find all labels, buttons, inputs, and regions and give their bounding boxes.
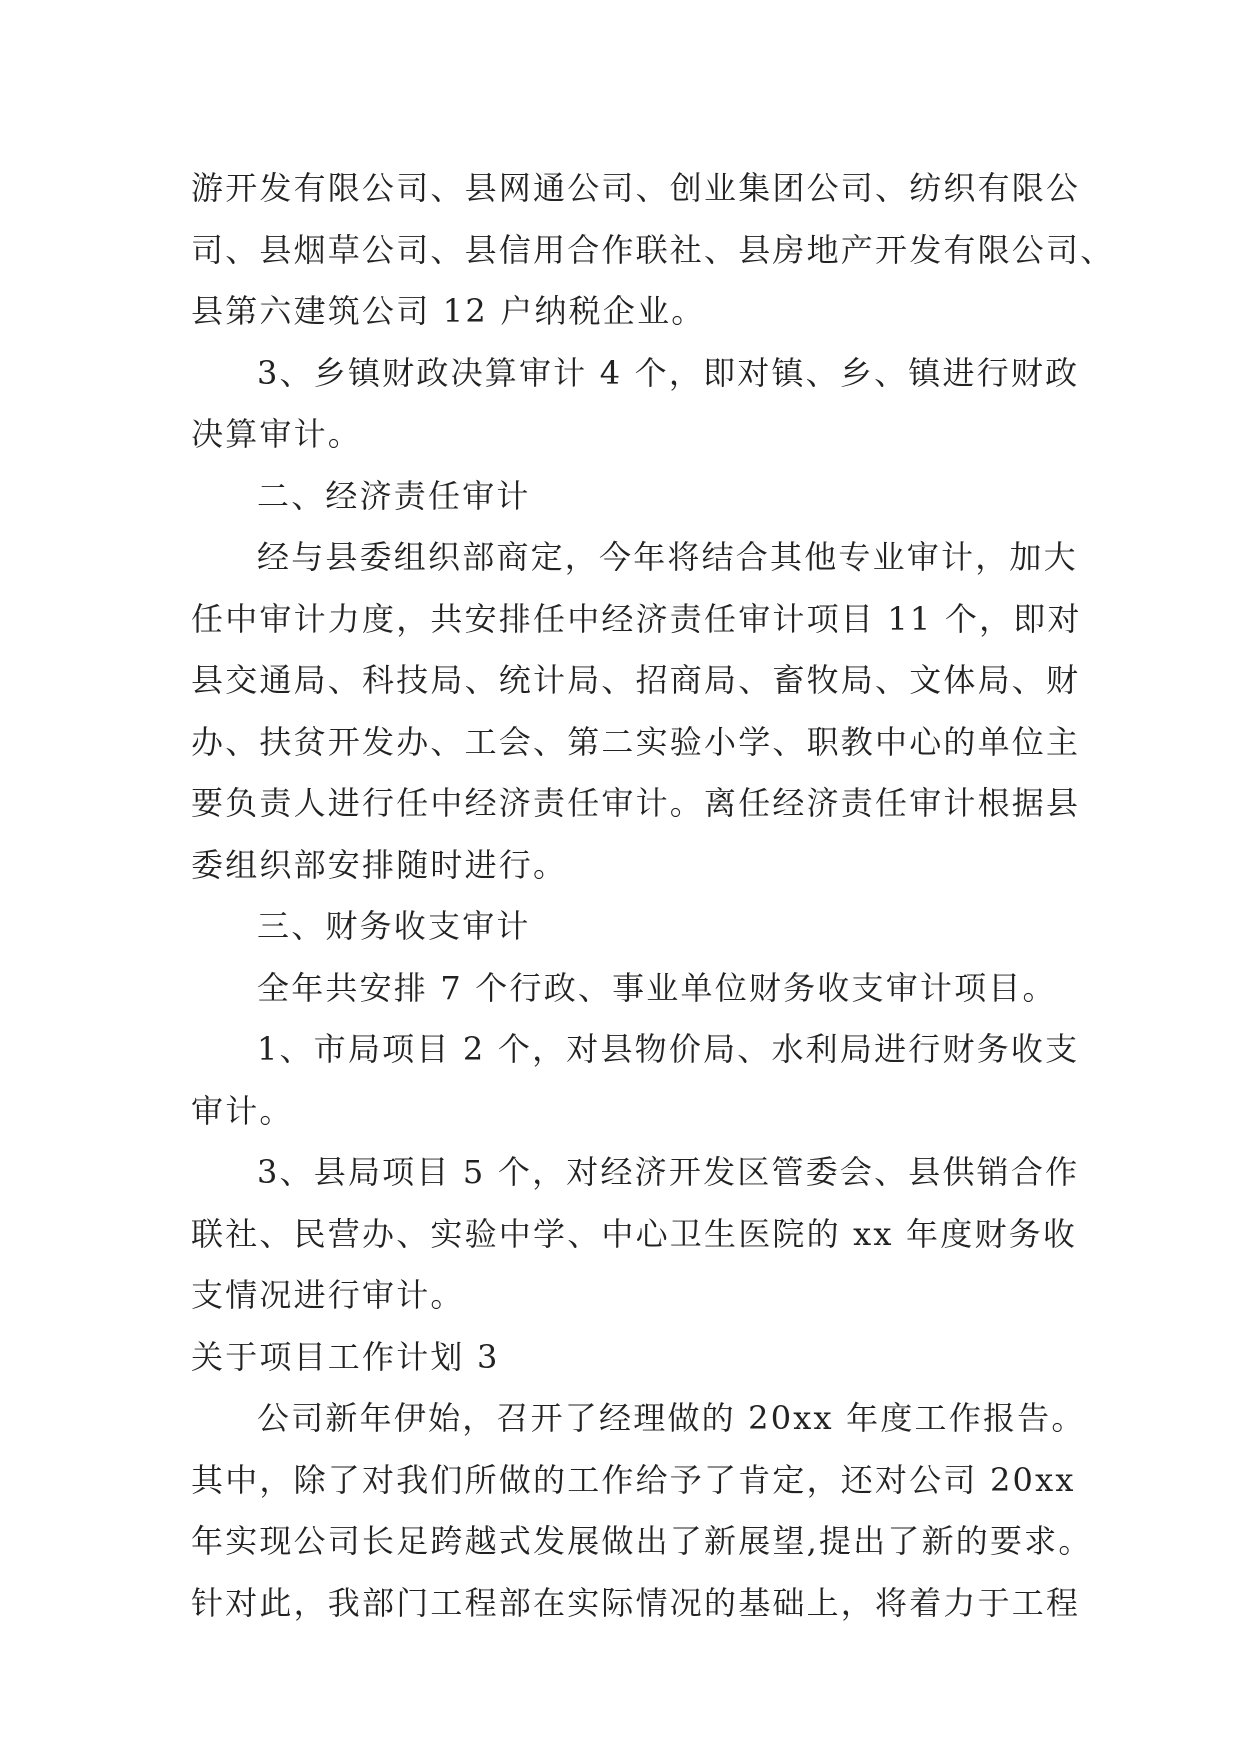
document-title: 关于项目工作计划 3 — [191, 1337, 500, 1376]
text-line: 委组织部安排随时进行。 — [191, 845, 568, 884]
text-line: 司、县烟草公司、县信用合作联社、县房地产开发有限公司、 — [191, 230, 1115, 269]
text-line: 办、扶贫开发办、工会、第二实验小学、职教中心的单位主 — [191, 722, 1081, 761]
text-line: 公司新年伊始，召开了经理做的 20xx 年度工作报告。 — [257, 1399, 1086, 1437]
text-line: 3、县局项目 5 个，对经济开发区管委会、县供销合作 — [257, 1153, 1080, 1191]
text-line: 县交通局、科技局、统计局、招商局、畜牧局、文体局、财 — [191, 661, 1081, 699]
text-line: 经与县委组织部商定，今年将结合其他专业审计，加大 — [257, 538, 1078, 576]
text-line: 针对此，我部门工程部在实际情况的基础上，将着力于工程 — [191, 1583, 1081, 1622]
document-body — [191, 158, 1115, 1634]
text-line: 年实现公司长足跨越式发展做出了新展望,提出了新的要求。 — [191, 1522, 1093, 1560]
section-heading: 三、财务收支审计 — [257, 907, 531, 945]
text-line: 县第六建筑公司 12 户纳税企业。 — [191, 292, 706, 330]
text-line: 1、市局项目 2 个，对县物价局、水利局进行财务收支 — [257, 1030, 1080, 1068]
text-line: 决算审计。 — [191, 415, 363, 453]
text-line: 联社、民营办、实验中学、中心卫生医院的 xx 年度财务收 — [191, 1214, 1078, 1253]
text-line: 要负责人进行任中经济责任审计。离任经济责任审计根据县 — [191, 784, 1081, 822]
text-line: 3、乡镇财政决算审计 4 个，即对镇、乡、镇进行财政 — [257, 353, 1080, 392]
text-line: 任中审计力度，共安排任中经济责任审计项目 11 个，即对 — [191, 599, 1082, 638]
text-line: 其中，除了对我们所做的工作给予了肯定，还对公司 20xx — [191, 1460, 1076, 1499]
text-line: 游开发有限公司、县网通公司、创业集团公司、纺织有限公 — [191, 169, 1081, 207]
text-line: 审计。 — [191, 1091, 294, 1130]
text-line: 支情况进行审计。 — [191, 1276, 465, 1314]
section-heading: 二、经济责任审计 — [257, 476, 531, 515]
text-line: 全年共安排 7 个行政、事业单位财务收支审计项目。 — [257, 968, 1057, 1007]
